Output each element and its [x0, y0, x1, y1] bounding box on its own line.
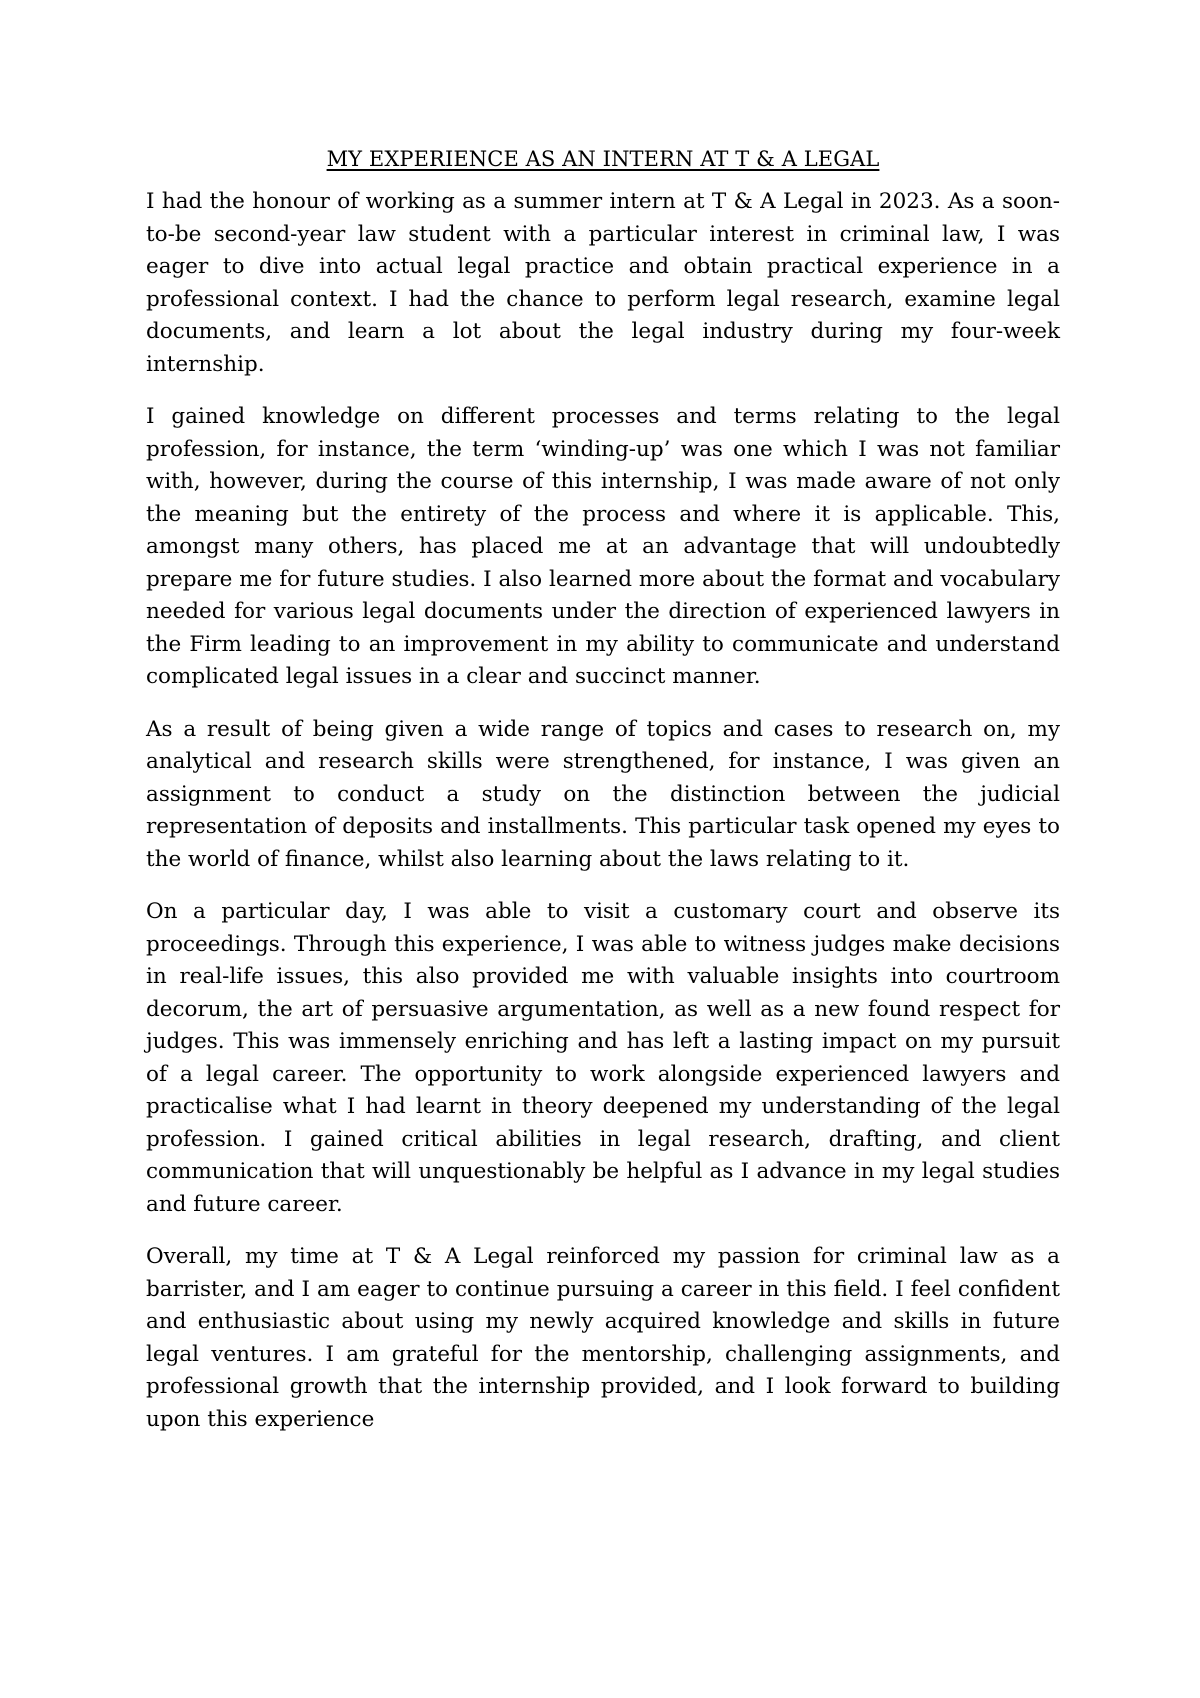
paragraph-court-visit: On a particular day, I was able to visit a customary court and observe its proceedings. Through this experience, I was able to witness judges make decisions in real-life issues, this also provided me with valuable insights into courtroom decorum, the art of persuasive argumentation, as well as a new found respect for judges. This was immensely enriching and has left a lasting impact on my pursuit of a legal career. The opportunity to work alongside experienced lawyers and practicalise what I had learnt in theory deepened my understanding of the legal profession. I gained critical abilities in legal research, drafting, and client communication that will unquestionably be helpful as I advance in my legal studies and future career.: [146, 899, 1060, 1217]
paragraph-research-skills: As a result of being given a wide range of topics and cases to research on, my analytical and research skills were strengthened, for instance, I was given an assignment to conduct a study on the distinction between the judicial representation of deposits and installments. This particular task opened my eyes to the world of finance, whilst also learning about the laws relating to it.: [146, 716, 1060, 872]
paragraph-conclusion: Overall, my time at T & A Legal reinforced my passion for criminal law as a barrister, and I am eager to continue pursuing a career in this field. I feel confident and enthusiastic about using my newly acquired knowledge and skills in future legal ventures. I am grateful for the mentorship, challenging assignments, and professional growth that the internship provided, and I look forward to building upon this experience: [146, 1244, 1060, 1432]
document-title: MY EXPERIENCE AS AN INTERN AT T & A LEGAL: [326, 147, 880, 171]
paragraph-introduction: I had the honour of working as a summer intern at T & A Legal in 2023. As a soon-to-be second-year law student with a particular interest in criminal law, I was eager to dive into actual legal practice and obtain practical experience in a professional context. I had the chance to perform legal research, examine legal documents, and learn a lot about the legal industry during my four-week internship.: [146, 189, 1060, 377]
paragraph-knowledge-gained: I gained knowledge on different processes and terms relating to the legal profession, for instance, the term ‘winding-up’ was one which I was not familiar with, however, during the course of this internship, I was made aware of not only the meaning but the entirety of the process and where it is applicable. This, amongst many others, has placed me at an advantage that will undoubtedly prepare me for future studies. I also learned more about the format and vocabulary needed for various legal documents under the direction of experienced lawyers in the Firm leading to an improvement in my ability to communicate and understand complicated legal issues in a clear and succinct manner.: [146, 404, 1060, 689]
document-body: [146, 144, 1060, 1436]
